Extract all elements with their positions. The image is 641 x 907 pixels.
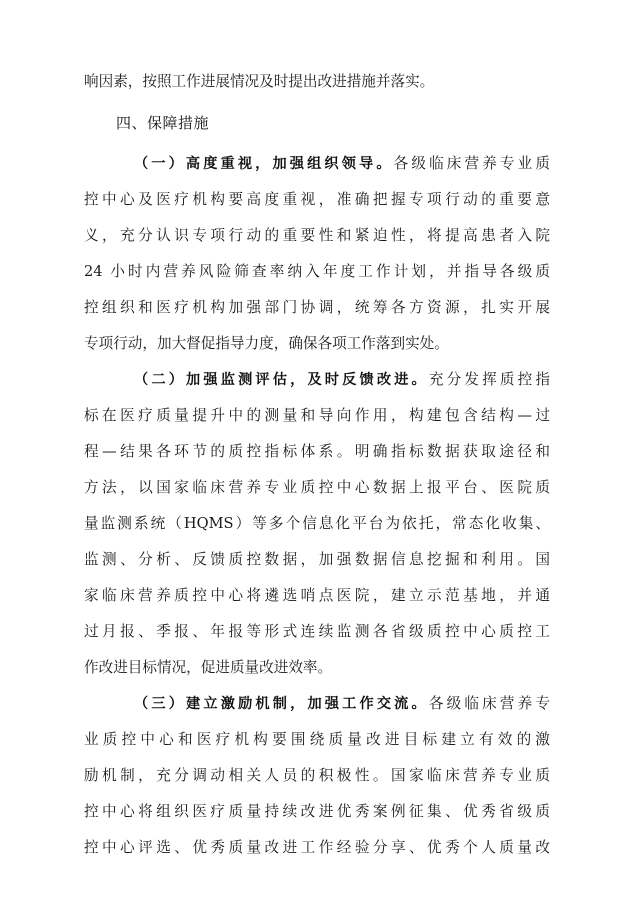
paragraph-3-line: 控中心评选、优秀质量改进工作经验分享、优秀个人质量改	[84, 839, 550, 856]
paragraph-1-line: 控中心及医疗机构要高度重视，准确把握专项行动的重要意	[84, 191, 550, 208]
paragraph-1-first-line-text: 各级临床营养专业质	[393, 155, 550, 172]
paragraph-2-line: 程—结果各环节的质控指标体系。明确指标数据获取途径和	[84, 443, 550, 460]
paragraph-2-line: 方法，以国家临床营养专业质控中心数据上报平台、医院质	[84, 479, 550, 496]
paragraph-2-line: 标在医疗质量提升中的测量和导向作用，构建包含结构—过	[84, 407, 550, 424]
intro-tail-line: 响因素，按照工作进展情况及时提出改进措施并落实。	[84, 73, 435, 90]
paragraph-2-line: 监测、分析、反馈质控数据，加强数据信息挖掘和利用。国	[84, 551, 550, 568]
paragraph-3-line: 控中心将组织医疗质量持续改进优秀案例征集、优秀省级质	[84, 803, 550, 820]
paragraph-3-line: 业质控中心和医疗机构要围绕质量改进目标建立有效的激	[84, 731, 550, 748]
paragraph-3-line: 励机制，充分调动相关人员的积极性。国家临床营养专业质	[84, 767, 550, 784]
paragraph-2-first-line	[134, 365, 550, 395]
paragraph-2-title: （二）加强监测评估，及时反馈改进。	[134, 372, 429, 388]
paragraph-3-title: （三）建立激励机制，加强工作交流。	[134, 696, 429, 712]
paragraph-1-line: 义，充分认识专项行动的重要性和紧迫性，将提高患者入院	[84, 227, 550, 244]
paragraph-3-first-line	[134, 689, 550, 719]
paragraph-1-line: 专项行动，加大督促指导力度，确保各项工作落到实处。	[84, 335, 449, 352]
paragraph-1-first-line	[134, 149, 550, 179]
paragraph-2-line: 过月报、季报、年报等形式连续监测各省级质控中心质控工	[84, 623, 550, 640]
paragraph-2-line: 家临床营养质控中心将遴选哨点医院，建立示范基地，并通	[84, 587, 550, 604]
paragraph-1-line: 24 小时内营养风险筛查率纳入年度工作计划，并指导各级质	[84, 263, 550, 280]
paragraph-2-line: 作改进目标情况，促进质量改进效率。	[84, 659, 333, 676]
paragraph-2-first-line-text: 充分发挥质控指	[428, 371, 550, 388]
section-heading: 四、保障措施	[116, 114, 210, 132]
paragraph-1-line: 控组织和医疗机构加强部门协调，统筹各方资源，扎实开展	[84, 299, 550, 316]
paragraph-1-title: （一）高度重视，加强组织领导。	[134, 156, 394, 172]
paragraph-3-first-line-text: 各级临床营养专	[428, 695, 550, 712]
paragraph-2-line: 量监测系统（HQMS）等多个信息化平台为依托，常态化收集、	[84, 515, 550, 532]
